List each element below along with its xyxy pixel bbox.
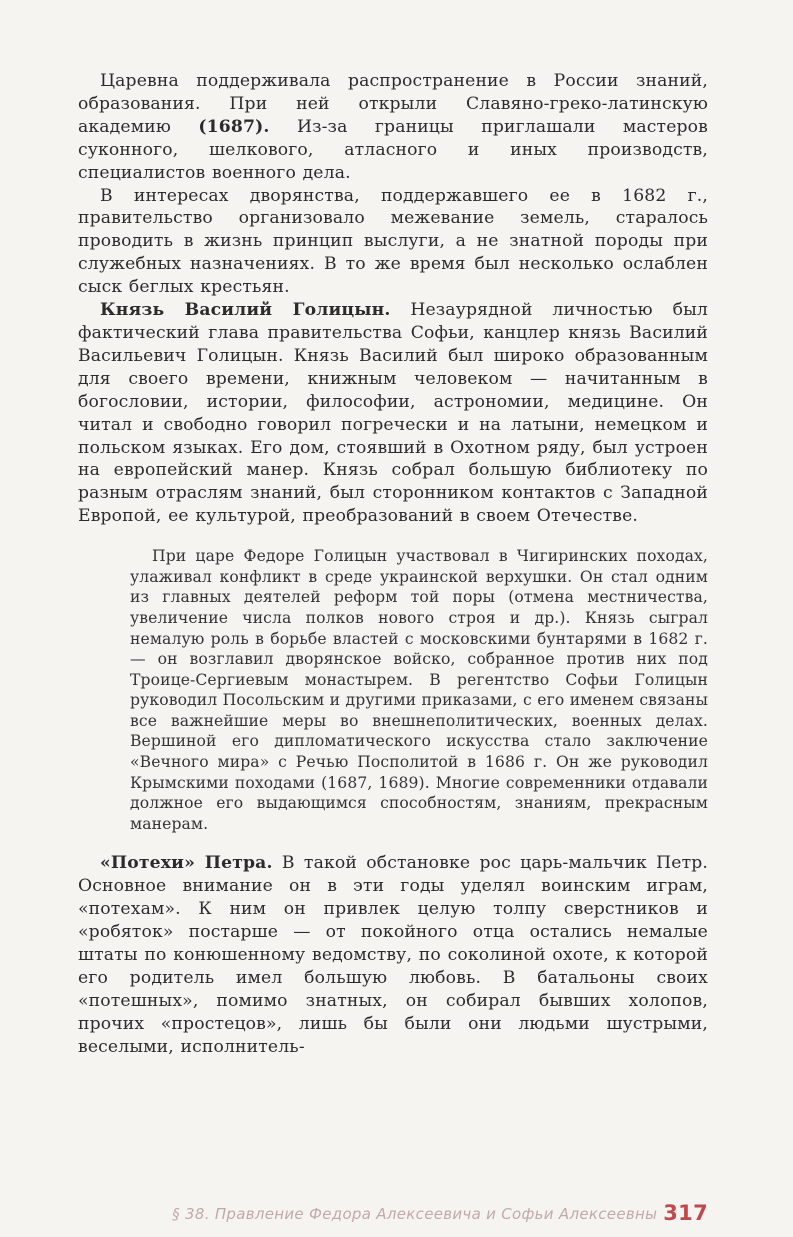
section-heading-golitsyn: Князь Василий Голицын. bbox=[100, 300, 391, 321]
aside-golitsyn-career: При царе Федоре Голицын участвовал в Чигиринских походах, улаживал конфликт в среде украинской верхушки. Он стал одним из главных деятелей реформ той поры (отмена местничества, увеличение числа полков нового строя и др.). Князь сыграл немалую роль в борьбе властей с московскими бунтарями в 1682 г. — он возглавил дворянское войско, собранное против них под Троице-Сергиевым монастырем. В регентство Софьи Голицын руководил Посольским и другими приказами, с его именем связаны все важнейшие меры во внешнеполитических, военных делах. Вершиной его дипломатического искусства стало заключение «Вечного мира» с Речью Посполитой в 1686 г. Он же руководил Крымскими походами (1687, 1689). Многие современники отдавали должное его выдающимся способностям, знаниям, прекрасным манерам. bbox=[130, 547, 708, 833]
page-number: 317 bbox=[663, 1201, 708, 1225]
paragraph-nobility: В интересах дворянства, поддержавшего ее в 1682 г., правительство организовало межевание земель, старалось проводить в жизнь принцип выслуги, а не знатной породы при служебных назначениях. В то же время был несколько ослаблен сыск беглых крестьян. bbox=[78, 185, 708, 298]
paragraph-peter-games bbox=[78, 852, 708, 1058]
paragraph-education bbox=[78, 70, 708, 185]
page-footer bbox=[78, 1200, 708, 1224]
paragraph-text: Царевна поддерживала распространение в России знаний, образования. При ней открыли Славяно-греко-латинскую академию bbox=[78, 71, 708, 137]
academy-year: (1687). bbox=[198, 116, 270, 137]
paragraph-text: Незаурядной личностью был фактический глава правительства Софьи, канцлер князь Василий Васильевич Голицын. Князь Василий был широко образованным для своего времени, книжным человеком — начитанным в богословии, истории, философии, астрономии, медицине. Он читал и свободно говорил погречески и на латыни, немецком и польском языках. Его дом, стоявший в Охотном ряду, был устроен на европейский манер. Князь собрал большую библиотеку по разным отраслям знаний, был сторонником контактов с Западной Европой, ее культурой, преобразований в своем Отечестве. bbox=[78, 300, 708, 527]
section-heading-peter: «Потехи» Петра. bbox=[100, 853, 273, 874]
paragraph-golitsyn bbox=[78, 299, 708, 528]
paragraph-text: Из-за границы приглашали мастеров суконного, шелкового, атласного и иных производств, специалистов военного дела. bbox=[78, 116, 708, 183]
paragraph-text: В такой обстановке рос царь-мальчик Петр. Основное внимание он в эти годы уделял воинским играм, «потехам». К ним он привлек целую толпу сверстников и «робяток» постарше — от покойного отца остались немалые штаты по конюшенному ведомству, по соколиной охоте, к которой его родитель имел большую любовь. В батальоны своих «потешных», помимо знатных, он собирал бывших холопов, прочих «простецов», лишь бы были они людьми шустрыми, веселыми, исполнитель- bbox=[78, 853, 709, 1057]
footer-section-title: § 38. Правление Федора Алексеевича и Софьи Алексеевны bbox=[172, 1205, 658, 1223]
page-content bbox=[78, 70, 708, 1059]
